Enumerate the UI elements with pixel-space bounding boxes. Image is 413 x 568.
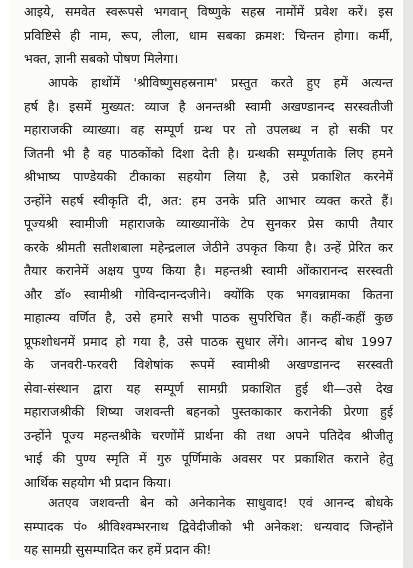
text-line: तैयार करानेमें अक्षय पुण्य किया है। महन्तश्री स्वामी ओंकारानन्द सरस्वती <box>24 263 393 278</box>
text-line: आइये, समवेत स्वरूपसे भगवान् विष्णुके सहस्र नामोंमें प्रवेश करें। इस <box>24 4 393 19</box>
paragraph-acknowledgement <box>24 71 393 494</box>
text-line: आपके हाथोंमें 'श्रीविष्णुसहस्रनाम' प्रस्तुत करते हुए हमें अत्यन्त <box>48 75 393 90</box>
text-line: सम्पादक पं० श्रीविश्वम्भरनाथ द्विवेदीजीको भी अनेकश: धन्यवाद जिन्होंने <box>24 518 393 534</box>
text-line: महाराजकी व्याख्या। वह सम्पूर्ण ग्रन्थ पर तो उपलब्ध न हो सकी पर <box>24 122 393 137</box>
text-line: यह सामग्री सुसम्पादित कर हमें प्रदान की! <box>24 542 212 557</box>
text-line: सेवा-संस्थान द्वारा यह सम्पूर्ण सामग्री प्रकाशित हुई थी—उसे देख <box>24 380 393 396</box>
paragraph-intro <box>24 0 393 71</box>
text-line: करके श्रीमती सतीशबाला महेन्द्रलाल जेठीने उपकृत किया है। उन्हें प्रेरित कर <box>24 239 393 255</box>
document-page <box>10 0 401 560</box>
text-line: प्रूफशोधनमें प्रमाद हो गया है, उसे पाठक सुधार लेंगे। आनन्द बोध 1997 <box>24 333 393 349</box>
paragraph-thanks <box>24 491 393 562</box>
text-line: भक्त, ज्ञानी सबको पोषण मिलेगा। <box>24 51 179 66</box>
text-line: उन्होंने सहर्ष स्वीकृति दी, अत: हम उनके प्रति आभार व्यक्त करते हैं। <box>24 192 393 208</box>
text-line: उन्होंने पूज्य महन्तश्रीके चरणोंमें प्रार्थना की तथा अपने पतिदेव श्रीजीतू <box>24 427 393 443</box>
text-line: भाई की पुण्य स्मृति में गुरु पूर्णिमाके अवसर पर प्रकाशित कराने हेतु <box>24 451 393 466</box>
text-line: अतएव जशवन्ती बेन को अनेकानेक साधुवाद! एवं आनन्द बोधके <box>48 495 393 510</box>
text-line: पूज्यश्री स्वामीजी महाराजके व्याख्यानोंके टेप सुनकर प्रेस कापी तैयार <box>24 216 393 231</box>
text-line: और डॉ० स्वामीश्री गोविन्दानन्दजीने। क्योंकि एक भगवन्नामका कितना <box>24 286 393 302</box>
text-line: श्रीभाष्य पाण्डेयकी टीकाका सहयोग लिया है, उसे प्रकाशित करनेमें <box>24 169 393 184</box>
text-line: प्रविष्टिसे ही नाम, रूप, लीला, धाम सबका क्रमश: चिन्तन होगा। कर्मी, <box>24 27 393 43</box>
text-line: आर्थिक सहयोग भी प्रदान किया। <box>24 474 172 490</box>
text-line: माहात्म्य वर्णित है, उसे हमारे सभी पाठक सुपरिचित हैं। कहीं-कहीं कुछ <box>24 310 393 325</box>
text-line: के जनवरी-फरवरी विशेषांक रूपमें स्वामीश्री अखण्डानन्द सरस्वती <box>24 357 393 372</box>
text-line: हर्ष है। इसमें मुख्यत: व्याज है अनन्तश्री स्वामी अखण्डानन्द सरस्वतीजी <box>24 98 393 114</box>
text-line: महाराजश्रीकी शिष्या जशवन्ती बहनको पुस्तकाकार करानेकी प्रेरणा हुई <box>24 404 393 419</box>
text-line: जितनी भी है वह पाठकोंको दिशा देती है। ग्रन्थकी सम्पूर्णताके लिए हमने <box>24 145 393 161</box>
page-edge <box>403 0 413 568</box>
